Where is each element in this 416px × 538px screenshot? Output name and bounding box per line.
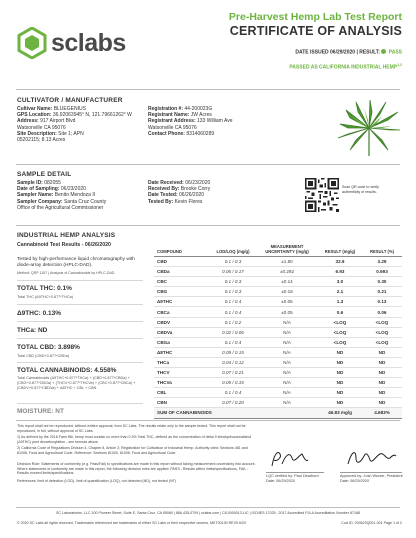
sum-label: SUM OF CANNABINOIDS — [154, 408, 318, 418]
result-pct-cell: ND — [362, 398, 402, 408]
table-row — [154, 368, 402, 378]
analysis-subtitle: Cannabinoid Test Results - 06/26/2020 — [17, 242, 111, 248]
result-mg-cell: 0.6 — [318, 307, 362, 317]
result-pass: PASS — [388, 49, 402, 56]
moisture-value: NT — [55, 408, 64, 415]
sig-line-left — [266, 472, 324, 473]
sep-5 — [17, 362, 143, 363]
sample-right: Date Received: 06/23/2020 Received By: Brooke Corry Date Tested: 06/26/2020 Tested By: Kevin Flores — [148, 180, 211, 205]
compound-cell: CBC — [154, 277, 210, 287]
table-row — [154, 357, 402, 367]
compound-cell: CBDa — [154, 267, 210, 277]
total-cannabinoids-formula: Total Cannabinoids (Δ9THC+0.877*THCa) + (CBD+0.877*CBDa) + (CBG+0.877*CBGa) + (THCV+0.877*THCVa) + (CBC+0.877*CBCa) + (CBDV+0.877*CBDVa) + Δ8THC + CBL + CBN — [17, 376, 136, 390]
result-mg-cell: 2.1 — [318, 287, 362, 297]
thca-value: ND — [37, 327, 48, 334]
result-pct-cell: 0.21 — [362, 287, 402, 297]
uncertainty-cell: N/A — [256, 347, 318, 357]
total-cbd: TOTAL CBD: 3.898% — [17, 344, 80, 351]
header-divider — [16, 89, 400, 90]
uncertainty-cell: ±0.14 — [256, 277, 318, 287]
cultivator-divider — [16, 164, 400, 165]
report-header — [162, 11, 402, 71]
total-cbd-formula: Total CBD (CBD+0.877*CBDa) — [17, 354, 70, 358]
compound-cell: CBL — [154, 388, 210, 398]
footer-divider — [16, 507, 400, 508]
result-mg-cell: 32.9 — [318, 257, 362, 267]
compound-cell: THCV — [154, 368, 210, 378]
lod-loq-cell: 0.1 / 0.3 — [210, 257, 256, 267]
sum-row — [154, 408, 402, 418]
passed-line — [162, 62, 402, 72]
cultivator-section-title: CULTIVATOR / MANUFACTURER — [17, 97, 123, 104]
lod-loq-cell: 0.1 / 0.4 — [210, 307, 256, 317]
result-mg-cell: ND — [318, 357, 362, 367]
signature-wurzer-icon — [344, 446, 398, 470]
uncertainty-cell: N/A — [256, 378, 318, 388]
cultivator-right: Registration #: 44-200023G Registrant Name: JW Acres Registrant Address: 133 William Ave Watsonville CA 95076 Contact Phone: 8314060289 — [148, 106, 233, 137]
note-3: 2) California Code of Regulations Division 4, Chapter 8, Article 2; Registration for Cultivation of Industrial Hemp. Authority cited: Sections 481 and 81006, Food and Agricultural Code. Reference: Sections 81000, 81006, Food and Agricultural Code. — [17, 446, 248, 455]
sig-right-caption: Approved by: Josh Wurzer, President Date: 06/29/2020 — [340, 474, 403, 483]
compound-cell: CBDVa — [154, 327, 210, 337]
sum-pct: 4.683% — [362, 408, 402, 418]
hexagon-logo-icon — [17, 27, 47, 59]
lod-loq-cell: 0.1 / 0.3 — [210, 277, 256, 287]
result-pct-cell: <LOQ — [362, 327, 402, 337]
col-lod-loq: LOD/LOQ (mg/g) — [210, 243, 256, 257]
result-mg-cell: ND — [318, 347, 362, 357]
table-row — [154, 257, 402, 267]
note-1: This report shall not be reproduced, without written approval, from SC Labs. The results relate only to the sample tested. This report shall not be reproduced, in full, without approval of SC Labs. — [17, 424, 246, 433]
table-row — [154, 287, 402, 297]
total-thc-value: 0.1% — [57, 285, 72, 292]
contact-phone: 8314060289 — [186, 130, 215, 137]
compound-cell: CBDV — [154, 317, 210, 327]
d9thc: Δ9THC: 0.13% — [17, 310, 62, 317]
cannabinoid-results-table — [154, 243, 402, 419]
lod-loq-cell: 0.05 / 0.15 — [210, 378, 256, 388]
footer-coa-id: CoA ID: 200623Q001-001 Page 1 of 2 — [341, 521, 402, 525]
gps-location: 36.92063945° N, 121.79661262° W — [52, 112, 132, 119]
uncertainty-cell: ±0.05 — [256, 297, 318, 307]
table-row — [154, 337, 402, 347]
result-mg-cell: <LOQ — [318, 337, 362, 347]
report-type: Pre-Harvest Hemp Lab Test Report — [228, 11, 402, 23]
thca: THCa: ND — [17, 327, 48, 334]
uncertainty-cell: N/A — [256, 357, 318, 367]
compound-cell: CBN — [154, 398, 210, 408]
table-row — [154, 277, 402, 287]
analysis-section-title: INDUSTRIAL HEMP ANALYSIS — [17, 232, 116, 239]
col-uncertainty: MEASUREMENT UNCERTAINTY (mg/g) — [256, 243, 318, 257]
table-header-row — [154, 243, 402, 257]
sample-left: Sample ID: 082055 Date of Sampling: 06/23/2020 Sampler Name: Benito Mendoza II Sampler Company: Santa Cruz County Office of the Agricultural Commissioner — [17, 180, 107, 211]
compound-cell: Δ8THC — [154, 347, 210, 357]
result-mg-cell: 3.0 — [318, 277, 362, 287]
result-pct-cell: 0.13 — [362, 297, 402, 307]
lod-loq-cell: 0.05 / 0.15 — [210, 347, 256, 357]
compound-cell: CBG — [154, 287, 210, 297]
note-4: Decision Rule: Statements of conformity (e.g. Pass/Fail) to specifications are made in this report without taking measurement uncertainty into account. Where statements of conformity are made in this report, the following decision rules are applied: PASS - Results within limits/specifications, FAIL - Results exceed limits/specifications. — [17, 462, 256, 476]
compound-cell: CBGa — [154, 337, 210, 347]
lod-loq-cell: 0.1 / 0.4 — [210, 388, 256, 398]
result-mg-cell: ND — [318, 398, 362, 408]
compound-cell: Δ9THC — [154, 297, 210, 307]
uncertainty-cell: N/A — [256, 398, 318, 408]
table-row — [154, 307, 402, 317]
result-mg-cell: ND — [318, 378, 362, 388]
result-mg-cell: ND — [318, 368, 362, 378]
uncertainty-cell: ±0.292 — [256, 267, 318, 277]
lod-loq-cell: 0.07 / 0.20 — [210, 398, 256, 408]
result-pct-cell: ND — [362, 378, 402, 388]
lod-loq-cell: 0.06 / 0.17 — [210, 267, 256, 277]
issued-line — [162, 49, 402, 57]
sep-3 — [17, 321, 143, 322]
pass-check-icon — [381, 49, 386, 54]
sig-left-caption: LQC verified by: Paul Dearborn Date: 06/29/2020 — [266, 474, 319, 483]
verification-qr-code[interactable] — [305, 178, 339, 212]
table-row — [154, 297, 402, 307]
note-5: References: limit of detection (LOD), limit of quantification (LOQ), not detected (ND), not tested (NT) — [17, 479, 176, 483]
sample-id: 082055 — [44, 180, 61, 186]
logo-text: sclabs — [51, 28, 126, 57]
result-pct-cell: ND — [362, 347, 402, 357]
table-row — [154, 378, 402, 388]
uncertainty-cell: N/A — [256, 337, 318, 347]
registration-number: 44-200023G — [184, 106, 213, 112]
lod-loq-cell: 0.1 / 0.3 — [210, 287, 256, 297]
moisture: MOISTURE: NT — [17, 408, 64, 415]
cultivar-name: BLUEGENIUS — [53, 106, 86, 112]
passed-text: PASSED AS CALIFORNIA INDUSTRIAL HEMP — [289, 64, 398, 71]
uncertainty-cell: ±0.05 — [256, 307, 318, 317]
result-mg-cell: <LOQ — [318, 327, 362, 337]
result-pct-cell: ND — [362, 357, 402, 367]
table-row — [154, 347, 402, 357]
report-title: CERTIFICATE OF ANALYSIS — [229, 24, 402, 38]
analysis-description: Tested by high-performance liquid chromatography with diode-array detection (HPLC-DAD). — [17, 257, 135, 269]
analysis-method: Method: QSP 1157 | Analysis of Cannabinoids by HPLC-DAD — [17, 271, 115, 275]
lod-loq-cell: 0.07 / 0.21 — [210, 368, 256, 378]
uncertainty-cell: N/A — [256, 388, 318, 398]
table-row — [154, 267, 402, 277]
table-row — [154, 327, 402, 337]
result-mg-cell: <LOQ — [318, 317, 362, 327]
lod-loq-cell: 0.1 / 0.4 — [210, 297, 256, 307]
sample-section-title: SAMPLE DETAIL — [17, 171, 72, 178]
col-compound: COMPOUND — [154, 243, 210, 257]
note-2: 1) As defined by the 2018 Farm Bill, hemp must contain no more than 0.3% Total THC, defined as the concentration of delta-9 tetrahydrocannabinol (Δ9THC) post decarboxylation - see formula above. — [17, 435, 252, 444]
signature-dearborn-icon — [268, 448, 310, 470]
col-result-mg: RESULT (mg/g) — [318, 243, 362, 257]
uncertainty-cell: ±0.18 — [256, 287, 318, 297]
result-mg-cell: 1.3 — [318, 297, 362, 307]
sum-mg: 46.83 mg/g — [318, 408, 362, 418]
sep-2 — [17, 304, 143, 305]
total-thc: TOTAL THC: 0.1% — [17, 285, 72, 292]
lod-loq-cell: 0.1 / 0.4 — [210, 337, 256, 347]
table-row — [154, 388, 402, 398]
result-pct-cell: 0.693 — [362, 267, 402, 277]
uncertainty-cell: N/A — [256, 368, 318, 378]
sep-1 — [17, 280, 143, 281]
sample-divider — [16, 225, 400, 226]
result-pct-cell: <LOQ — [362, 317, 402, 327]
lod-loq-cell: 0.02 / 0.06 — [210, 327, 256, 337]
sig-line-right — [340, 472, 402, 473]
result-mg-cell: ND — [318, 388, 362, 398]
qr-caption: Scan QR code to verify authenticity of results. — [342, 185, 379, 194]
compound-cell: CBCa — [154, 307, 210, 317]
col-result-pct: RESULT (%) — [362, 243, 402, 257]
passed-sup: 1,2 — [397, 62, 402, 67]
total-thc-formula: Total THC (Δ9THC+0.877*THCa) — [17, 295, 73, 299]
result-mg-cell: 6.93 — [318, 267, 362, 277]
sclabs-logo — [17, 27, 126, 59]
sep-4 — [17, 338, 143, 339]
uncertainty-cell: N/A — [256, 327, 318, 337]
total-cbd-value: 3.898% — [57, 344, 80, 351]
hemp-plant-image — [336, 98, 402, 156]
compound-cell: CBD — [154, 257, 210, 267]
result-pct-cell: 0.30 — [362, 277, 402, 287]
result-pct-cell: 3.29 — [362, 257, 402, 267]
lod-loq-cell: 0.1 / 0.2 — [210, 317, 256, 327]
total-cannabinoids: TOTAL CANNABINOIDS: 4.558% — [17, 367, 117, 374]
analysis-divider — [16, 420, 400, 421]
total-cannabinoids-value: 4.558% — [94, 367, 117, 374]
cultivator-left: Cultivar Name: BLUEGENIUS GPS Location: 36.92063945° N, 121.79661262° W Address: 917 Airport Blvd Watsonville CA 95076 Site Description: Site 1; APN 05202115; 8.13 Acres — [17, 106, 132, 144]
result-pct-cell: 0.06 — [362, 307, 402, 317]
d9thc-value: 0.13% — [42, 310, 62, 317]
footer-copyright: © 2020 SC Labs all rights reserved. Trademarks referenced are trademarks of either SC Labs or their respective owners. MKT00130 REV5 6/20 — [17, 521, 246, 525]
result-pct-cell: ND — [362, 388, 402, 398]
footer-address: SC Laboratories, LLC 100 Pioneer Street, Suite E, Santa Cruz, CA 95060 | 866-435-0709 | sclabs.com | C8-0000013-LIC | ISO/IES 17025 : 2017 Accredited PJLA Accreditation Number 87168 — [56, 511, 360, 515]
issued-label: DATE ISSUED 06/29/2020 | RESULT: — [295, 49, 380, 56]
result-pct-cell: ND — [362, 368, 402, 378]
table-row — [154, 317, 402, 327]
uncertainty-cell: N/A — [256, 317, 318, 327]
result-pct-cell: <LOQ — [362, 337, 402, 347]
table-row — [154, 398, 402, 408]
lod-loq-cell: 0.04 / 0.12 — [210, 357, 256, 367]
compound-cell: THCa — [154, 357, 210, 367]
uncertainty-cell: ±1.80 — [256, 257, 318, 267]
compound-cell: THCVa — [154, 378, 210, 388]
sep-6 — [17, 403, 143, 404]
